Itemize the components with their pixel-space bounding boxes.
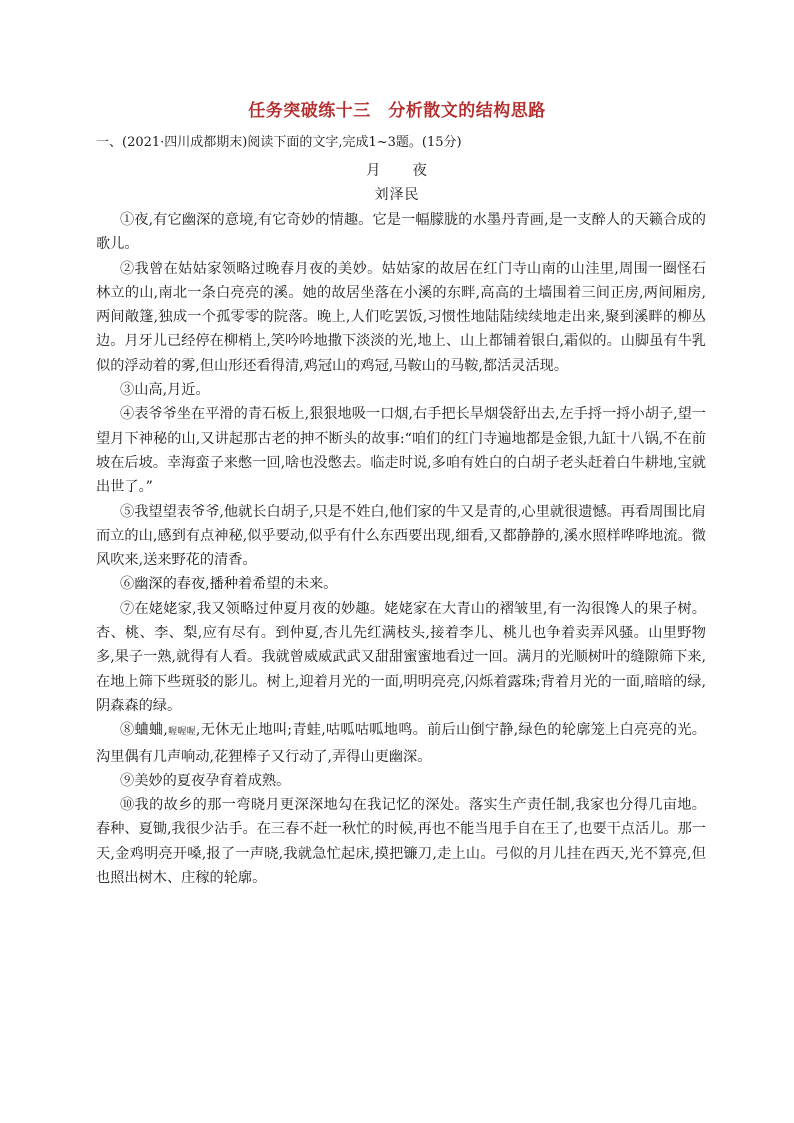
paragraph-1: ①夜,有它幽深的意境,有它奇妙的情趣。它是一幅朦胧的水墨丹青画,是一支醉人的天籁合成的歌儿。	[96, 212, 706, 253]
paragraph-9: ⑨美妙的夏夜孕育着成熟。	[120, 772, 291, 789]
paragraph-3: ③山高,月近。	[120, 382, 210, 399]
article-author: 刘泽民	[374, 187, 420, 203]
paragraph-8-sound: 喔喔喔	[167, 727, 196, 738]
paragraph-8	[96, 718, 706, 769]
article-body	[96, 208, 706, 890]
paragraph-8-rest: ,无休无止地叫;青蛙,咕呱咕呱地鸣。前后山倒宁静,绿色的轮廓笼上白亮亮的光。沟里偶有几声响动,花狸棒子又行动了,弄得山更幽深。	[96, 722, 706, 765]
paragraph-6: ⑥幽深的春夜,播种着希望的未来。	[120, 576, 338, 593]
document-title: 任务突破练十三 分析散文的结构思路	[248, 101, 546, 121]
question-prompt: 一、(2021·四川成都期末)阅读下面的文字,完成1~3题。(15分)	[96, 135, 462, 150]
paragraph-2: ②我曾在姑姑家领略过晚春月夜的美妙。姑姑家的故居在红门寺山南的山洼里,周围一圈怪石林立的山,南北一条白亮亮的溪。她的故居坐落在小溪的东畔,高高的土墙围着三间正房,两间厢房,两间敞篷,独成一个孤零零的院落。晚上,人们吃罢饭,习惯性地陆陆续续地走出来,聚到溪畔的柳丛边。月牙儿已经停在柳梢上,笑吟吟地撒下淡淡的光,地上、山上都铺着银白,霜似的。山脚虽有牛乳似的浮动着的雾,但山形还看得清,鸡冠山的鸡冠,马鞍山的马鞍,都活灵活现。	[96, 260, 706, 374]
paragraph-10: ⑩我的故乡的那一弯晓月更深深地勾在我记忆的深处。落实生产责任制,我家也分得几亩地。春种、夏锄,我很少沾手。在三春不赶一秋忙的时候,再也不能当甩手自在王了,也要干点活儿。那一天,金鸡明亮开嗓,报了一声晓,我就急忙起床,摸把镰刀,走上山。弓似的月儿挂在西天,光不算亮,但也照出树木、庄稼的轮廓。	[96, 797, 706, 887]
article-title: 月 夜	[366, 163, 428, 179]
paragraph-8-start: ⑧蛐蛐,	[120, 722, 168, 739]
paragraph-5: ⑤我望望表爷爷,他就长白胡子,只是不姓白,他们家的牛又是青的,心里就很遗憾。再看周围比肩而立的山,感到有点神秘,似乎要动,似乎有什么东西要出现,细看,又都静静的,溪水照样哗哗地流。微风吹来,送来野花的清香。	[96, 503, 706, 569]
paragraph-7: ⑦在姥姥家,我又领略过仲夏月夜的妙趣。姥姥家在大青山的褶皱里,有一沟很馋人的果子树。杏、桃、李、梨,应有尽有。到仲夏,杏儿先红满枝头,接着李儿、桃儿也争着卖弄风骚。山里野物多,果子一熟,就得有人看。我就曾威威武武又甜甜蜜蜜地看过一回。满月的光顺树叶的缝隙筛下来,在地上筛下些斑驳的影儿。树上,迎着月光的一面,明明亮亮,闪烁着露珠;背着月光的一面,暗暗的绿,阴森森的绿。	[96, 600, 706, 714]
paragraph-4: ④表爷爷坐在平滑的青石板上,狠狠地吸一口烟,右手把长旱烟袋舒出去,左手捋一捋小胡子,望一望月下神秘的山,又讲起那古老的抻不断头的故事:“咱们的红门寺遍地都是金银,九缸十八锅,不在前坡在后坡。幸海蛮子来憋一回,啥也没憋去。临走时说,多咱有姓白的白胡子老头赶着白牛耕地,宝就出世了。”	[96, 406, 706, 496]
